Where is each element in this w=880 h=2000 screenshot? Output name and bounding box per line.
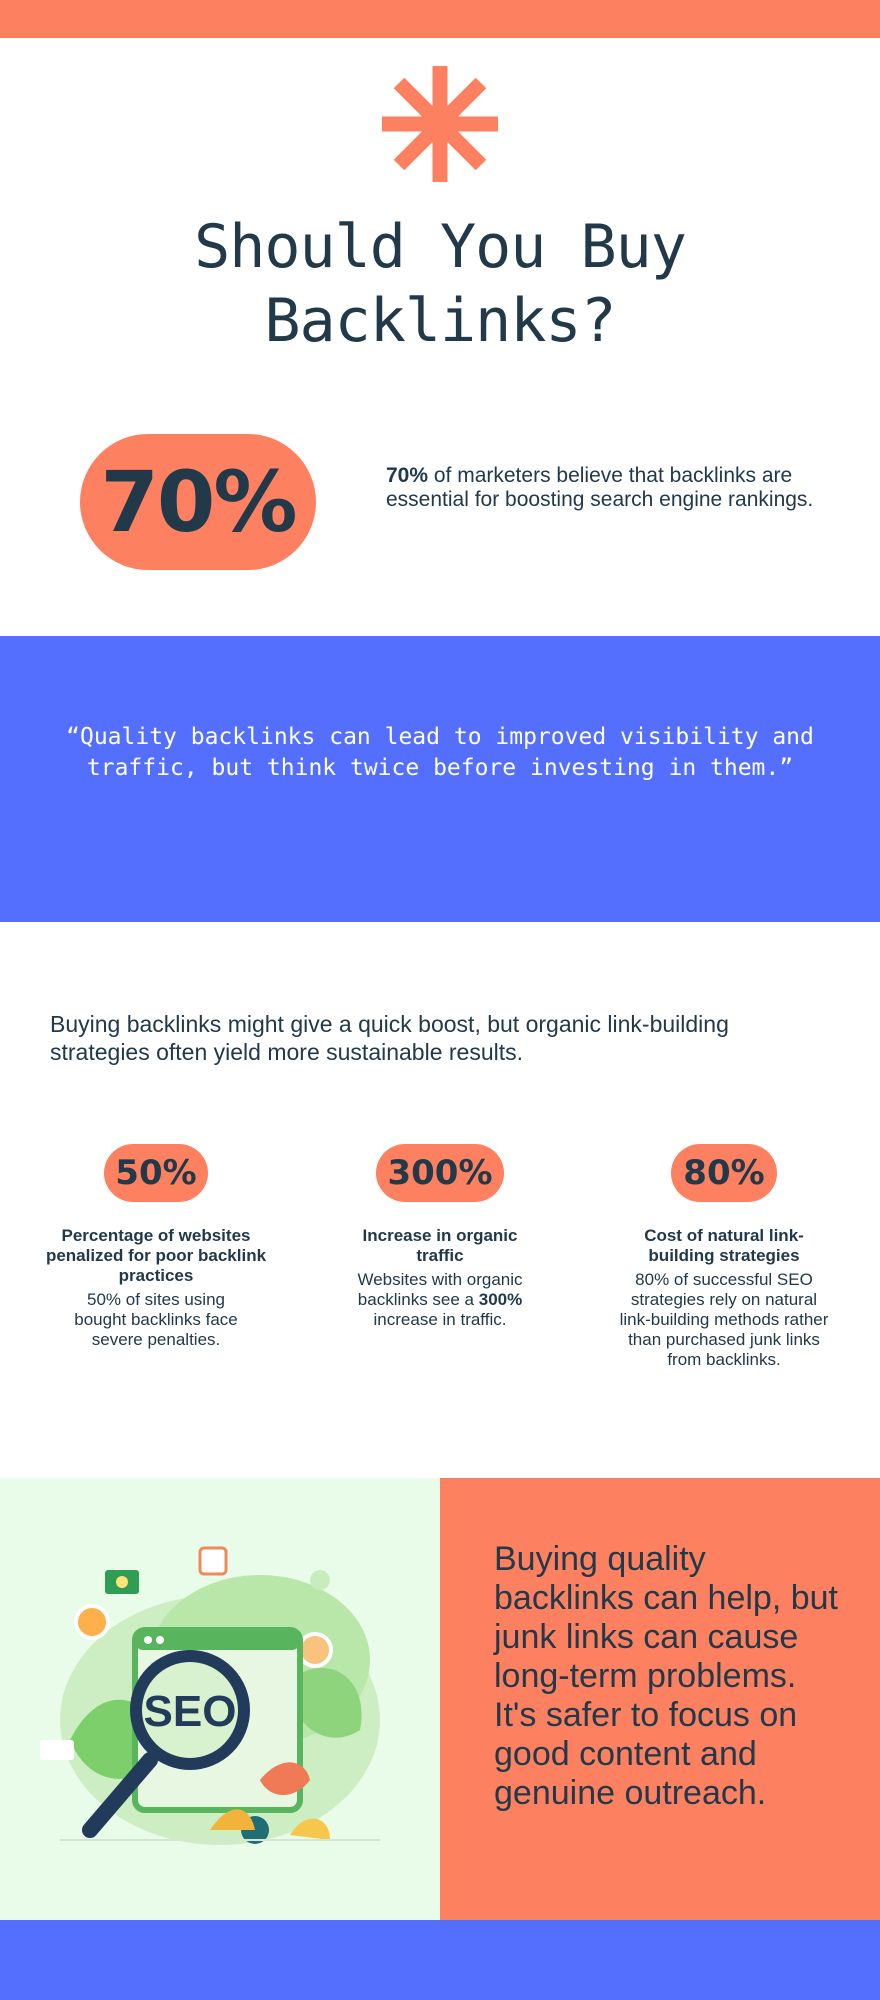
- stat-card-traffic: [325, 1144, 555, 1330]
- stat-value-badge: 50%: [104, 1144, 208, 1202]
- closing-paragraph: Buying quality backlinks can help, but junk links can cause long-term problems. It's safer to focus on good content and genuine outreach.: [494, 1540, 838, 1812]
- stat-heading: Increase in organic traffic: [362, 1226, 518, 1265]
- stat-heading: Cost of natural link-building strategies: [644, 1226, 804, 1265]
- stat-body-text: 80% of successful SEO strategies rely on natural link-building methods rather than purchased junk links from backlinks.: [619, 1270, 829, 1369]
- title-line-1: Should You Buy: [194, 212, 686, 282]
- stat-body: [609, 1270, 839, 1370]
- stat-body: [41, 1290, 271, 1350]
- stat-value-badge: 80%: [671, 1144, 777, 1202]
- stat-heading: Percentage of websites penalized for poor backlink practices: [45, 1226, 267, 1285]
- stat-body-post: increase in traffic.: [373, 1310, 507, 1329]
- stat-card-penalized: [41, 1144, 271, 1350]
- stat-body: [325, 1270, 555, 1330]
- stat-value-badge: 300%: [376, 1144, 504, 1202]
- bottom-accent-bar: [0, 1920, 880, 2000]
- stat-body-text: 50% of sites using bought backlinks face severe penalties.: [74, 1290, 238, 1349]
- intro-paragraph: Buying backlinks might give a quick boost, but organic link-building strategies often yield more sustainable results.: [50, 1011, 729, 1065]
- asterisk-icon: [380, 64, 500, 184]
- stat-card-cost: [609, 1144, 839, 1370]
- top-accent-bar: [0, 0, 880, 38]
- title-line-2: Backlinks?: [264, 286, 616, 356]
- highlight-stat-rest: of marketers believe that backlinks are essential for boosting search engine rankings.: [386, 464, 814, 511]
- highlight-stat-text: [386, 464, 826, 512]
- stat-body-pre: Websites with organic backlinks see a: [357, 1270, 523, 1309]
- highlight-stat-bold: 70%: [386, 464, 429, 487]
- page-title: [0, 210, 880, 358]
- seo-magnifier-illustration: [30, 1530, 410, 1870]
- stat-body-bold: 300%: [478, 1290, 523, 1309]
- seo-label: SEO: [143, 1687, 237, 1736]
- highlight-stat-badge: 70%: [80, 434, 316, 570]
- quote-text: “Quality backlinks can lead to improved visibility and traffic, but think twice before investing in them.”: [66, 724, 814, 781]
